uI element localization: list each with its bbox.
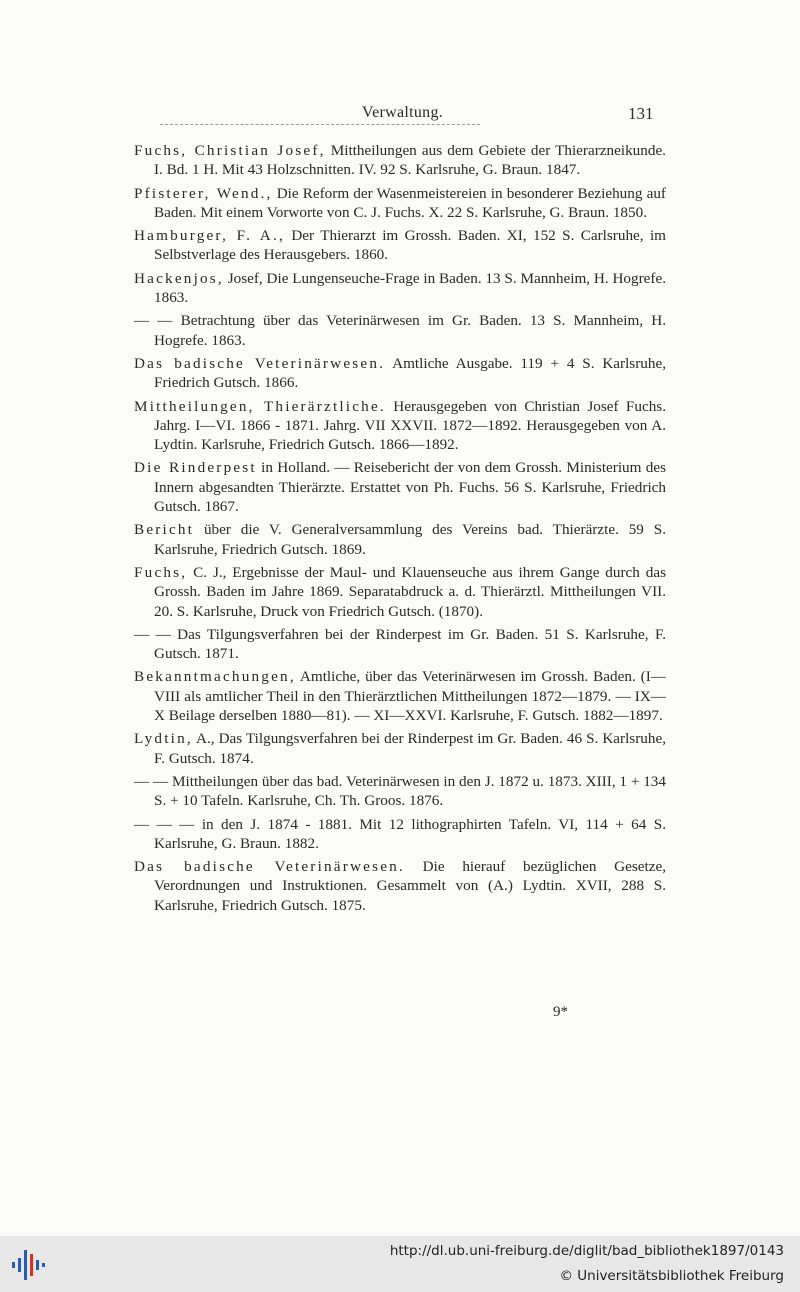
entry-text: — — Das Tilgungsverfahren bei der Rinderpest im Gr. Baden. 51 S. Karlsruhe, F. Gutsch. 1871. xyxy=(134,625,666,663)
bibliography-entry xyxy=(134,625,666,664)
entry-lead: Bekanntmachungen, xyxy=(134,668,296,686)
entry-lead: Mittheilungen, Thierärztliche. xyxy=(134,397,386,415)
bibliography-entry xyxy=(134,269,666,308)
entry-lead: Das badische Veterinärwesen. xyxy=(134,354,386,372)
viewer-footer xyxy=(0,1236,800,1292)
bibliography-entry xyxy=(134,354,666,393)
bibliography-entry xyxy=(134,184,666,223)
entry-lead: Die Rinderpest xyxy=(134,459,257,477)
entry-text: Mittheilungen aus dem Gebiete der Thierarzneikunde. I. Bd. 1 H. Mit 43 Holzschnitten. IV. 92 S. Karlsruhe, G. Braun. 1847. xyxy=(154,142,666,179)
entry-text: Amtliche, über das Veterinärwesen im Grossh. Baden. (I—VIII als amtlicher Theil in den Thierärztlichen Mittheilungen 1872—1879. — IX—X Beilage derselben 1880—81). — XI—XXVI. Karlsruhe, F. Gutsch. 1882—1897. xyxy=(154,668,666,725)
bibliography-entry xyxy=(134,397,666,455)
entry-text: — — Betrachtung über das Veterinärwesen im Gr. Baden. 13 S. Mannheim, H. Hogrefe. 1863. xyxy=(134,312,666,349)
bibliography-entry xyxy=(134,311,666,350)
bibliography-entry xyxy=(134,857,666,915)
bibliography-entry xyxy=(134,772,666,811)
entry-text: über die V. Generalversammlung des Vereins bad. Thierärzte. 59 S. Karlsruhe, Friedrich Gutsch. 1869. xyxy=(154,521,666,558)
entry-text: Die Reform der Wasenmeistereien in besonderer Beziehung auf Baden. Mit einem Vorworte von C. J. Fuchs. X. 22 S. Karlsruhe, G. Braun. 1850. xyxy=(154,184,666,221)
page-number: 131 xyxy=(628,104,654,123)
entry-text: — — Mittheilungen über das bad. Veterinärwesen in den J. 1872 u. 1873. XIII, 1 + 134 S. + 10 Tafeln. Karlsruhe, Ch. Th. Groos. 1876. xyxy=(134,772,666,810)
entry-lead: Hamburger, F. A., xyxy=(134,227,285,245)
entry-lead: Pfisterer, Wend., xyxy=(134,184,273,202)
entry-text: — — — in den J. 1874 - 1881. Mit 12 lithographirten Tafeln. VI, 114 + 64 S. Karlsruhe, G. Braun. 1882. xyxy=(134,815,666,852)
entry-text: Herausgegeben von Christian Josef Fuchs. Jahrg. I—VI. 1866 - 1871. Jahrg. VII XXVII. 1872—1892. Herausgegeben von A. Lydtin. Karlsruhe, Friedrich Gutsch. 1866—1892. xyxy=(154,397,666,454)
entry-lead: Das badische Veterinärwesen. xyxy=(134,858,405,876)
entry-lead: Fuchs, xyxy=(134,563,188,581)
bibliography-entry xyxy=(134,458,666,516)
permalink-url[interactable]: http://dl.ub.uni-freiburg.de/diglit/bad_bibliothek1897/0143 xyxy=(389,1243,784,1259)
entry-text: in Holland. — Reisebericht der von dem Grossh. Ministerium des Innern abgesandten Thierärzte. Erstattet von Ph. Fuchs. 56 S. Karlsruhe, Friedrich Gutsch. 1867. xyxy=(154,459,667,516)
copyright-notice: © Universitätsbibliothek Freiburg xyxy=(559,1268,784,1284)
entry-lead: Hackenjos, xyxy=(134,269,224,287)
entry-text: A., Das Tilgungsverfahren bei der Rinderpest im Gr. Baden. 46 S. Karlsruhe, F. Gutsch. 1874. xyxy=(154,730,666,767)
bibliography-entry xyxy=(134,141,666,180)
entry-lead: Bericht xyxy=(134,521,195,539)
entry-lead: Fuchs, Christian Josef, xyxy=(134,142,326,159)
entry-text: C. J., Ergebnisse der Maul- und Klauenseuche aus ihrem Gange durch das Grossh. Baden im Jahre 1869. Separatabdruck a. d. Thierärztl. Mittheilungen VII. 20. S. Karlsruhe, Druck von Friedrich Gutsch. (1870). xyxy=(154,563,666,620)
bibliography-entry xyxy=(134,520,666,559)
bibliography-entry xyxy=(134,667,666,725)
bibliography-entry xyxy=(134,226,666,265)
bibliography-entry xyxy=(134,563,666,621)
bibliography-entry xyxy=(134,729,666,768)
header-rule xyxy=(160,124,480,126)
bibliography-list xyxy=(134,141,666,919)
entry-text: Die hierauf bezüglichen Gesetze, Verordnungen und Instruktionen. Gesammelt von (A.) Lydtin. XVII, 288 S. Karlsruhe, Friedrich Gutsch. 1875. xyxy=(154,858,666,914)
entry-text: Amtliche Ausgabe. 119 + 4 S. Karlsruhe, Friedrich Gutsch. 1866. xyxy=(154,354,667,392)
running-head: Verwaltung. xyxy=(362,104,444,121)
signature-mark: 9* xyxy=(553,1004,568,1020)
entry-text: Josef, Die Lungenseuche-Frage in Baden. 13 S. Mannheim, H. Hogrefe. 1863. xyxy=(154,269,666,307)
bibliography-entry xyxy=(134,815,666,854)
entry-text: Der Thierarzt im Grossh. Baden. XI, 152 S. Carlsruhe, im Selbstverlage des Herausgebers. 1860. xyxy=(154,227,666,264)
ub-freiburg-logo-icon xyxy=(10,1244,50,1284)
entry-lead: Lydtin, xyxy=(134,730,193,748)
